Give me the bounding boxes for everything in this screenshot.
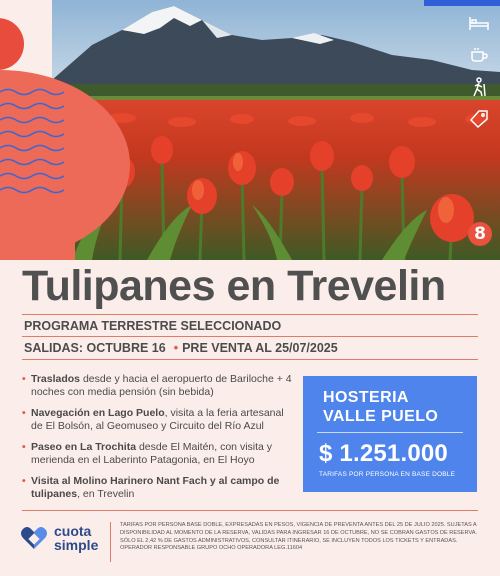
departure-date: SALIDAS: OCTUBRE 16 (24, 341, 166, 355)
divider (22, 314, 478, 315)
footer-divider (22, 510, 478, 511)
decorative-waves (0, 86, 64, 206)
list-item: • Visita al Molino Harinero Nant Fach y al campo de tulipanes, en Trevelin (22, 475, 294, 501)
brand-logo-badge: 8 (468, 222, 492, 246)
divider (22, 359, 478, 360)
hotel-name: HOSTERIA VALLE PUELO (323, 389, 439, 425)
price-note: TARIFAS POR PERSONA EN BASE DOBLE (319, 471, 456, 478)
program-subtitle: PROGRAMA TERRESTRE SELECCIONADO (24, 319, 282, 333)
itinerary-list (22, 373, 294, 509)
presale-date: PRE VENTA AL 25/07/2025 (182, 341, 338, 355)
price-divider (317, 432, 463, 433)
cuota-simple-logo: cuota simple (20, 524, 98, 552)
legal-disclaimer: TARIFAS POR PERSONA BASE DOBLE, EXPRESADAS EN PESOS, VIGENCIA DE PREVENTA ANTES DEL 25 DE JULIO 2025. SUJETAS A DISPONIBILIDAD AL MOMENTO DE LA RESERVA, VALIDAS PARA INGRESAR 16 DE OCTUBRE, NO SE COBRAN GASTOS DE RESERVA. SÓLO EL 2,42 % DE GASTOS ADMINISTRATIVOS, CONSULTAR ITINERARIO, SE INCLUYEN TODOS LOS TICKETS Y ENTRADAS. OPERADOR RESPONSABLE GRUPO OCHO OPERADORA LEG.11604 (120, 522, 478, 552)
divider (22, 336, 478, 337)
bed-icon (468, 12, 490, 34)
departure-info (24, 341, 338, 355)
price-amount: $ 1.251.000 (319, 440, 448, 467)
price-box (303, 376, 477, 492)
separator-dot: • (173, 341, 179, 355)
amenities-icons (468, 12, 490, 140)
tag-icon (468, 108, 490, 130)
list-item: • Paseo en La Trochita desde El Maitén, con visita y merienda en el Laberinto Patagonia, en El Hoyo (22, 441, 294, 467)
list-item: • Navegación en Lago Puelo, visita a la feria artesanal de El Bolsón, al Geomuseo y Circuito del Río Azul (22, 407, 294, 433)
decorative-blue-bar (424, 0, 500, 6)
heart-logo-icon (20, 524, 48, 552)
page-title: Tulipanes en Trevelin (22, 262, 446, 310)
hero-section (0, 0, 500, 260)
decorative-red-circle (0, 18, 24, 70)
hiking-icon (468, 76, 490, 98)
coffee-cup-icon (468, 44, 490, 66)
footer-separator (110, 522, 111, 562)
list-item: • Traslados desde y hacia el aeropuerto de Bariloche + 4 noches con media pensión (sin bebida) (22, 373, 294, 399)
